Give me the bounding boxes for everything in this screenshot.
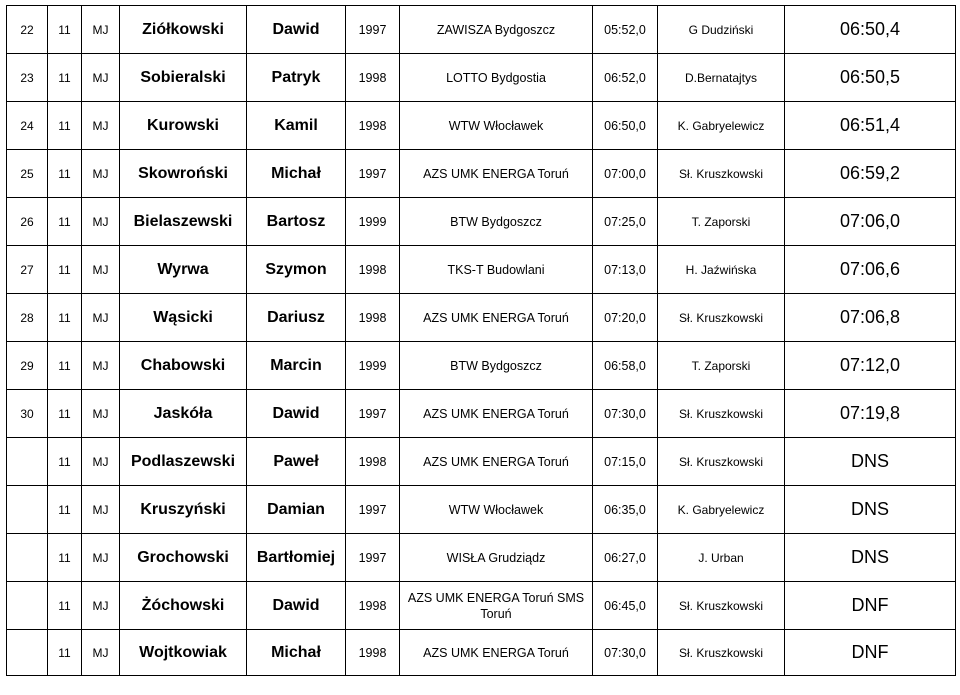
first-name-cell: Bartosz bbox=[247, 198, 346, 246]
category-cell: MJ bbox=[82, 150, 120, 198]
category-cell: MJ bbox=[82, 198, 120, 246]
age-group-cell: 11 bbox=[48, 54, 82, 102]
birth-year-cell: 1997 bbox=[346, 150, 400, 198]
birth-year-cell: 1998 bbox=[346, 438, 400, 486]
category-cell: MJ bbox=[82, 438, 120, 486]
coach-cell: K. Gabryelewicz bbox=[658, 486, 785, 534]
table-row bbox=[7, 294, 956, 342]
age-group-cell: 11 bbox=[48, 6, 82, 54]
seed-time-cell: 05:52,0 bbox=[593, 6, 658, 54]
position-cell bbox=[7, 486, 48, 534]
birth-year-cell: 1997 bbox=[346, 534, 400, 582]
result-time-cell: DNS bbox=[785, 438, 956, 486]
birth-year-cell: 1998 bbox=[346, 582, 400, 630]
age-group-cell: 11 bbox=[48, 150, 82, 198]
seed-time-cell: 07:30,0 bbox=[593, 390, 658, 438]
last-name-cell: Jaskóła bbox=[120, 390, 247, 438]
age-group-cell: 11 bbox=[48, 438, 82, 486]
last-name-cell: Podlaszewski bbox=[120, 438, 247, 486]
last-name-cell: Wąsicki bbox=[120, 294, 247, 342]
category-cell: MJ bbox=[82, 102, 120, 150]
position-cell: 23 bbox=[7, 54, 48, 102]
category-cell: MJ bbox=[82, 6, 120, 54]
last-name-cell: Chabowski bbox=[120, 342, 247, 390]
first-name-cell: Michał bbox=[247, 630, 346, 676]
results-rows bbox=[7, 6, 956, 676]
result-time-cell: 07:06,0 bbox=[785, 198, 956, 246]
club-cell: AZS UMK ENERGA Toruń bbox=[400, 390, 593, 438]
last-name-cell: Grochowski bbox=[120, 534, 247, 582]
position-cell bbox=[7, 630, 48, 676]
coach-cell: K. Gabryelewicz bbox=[658, 102, 785, 150]
table-row bbox=[7, 390, 956, 438]
last-name-cell: Kurowski bbox=[120, 102, 247, 150]
first-name-cell: Patryk bbox=[247, 54, 346, 102]
coach-cell: H. Jaźwińska bbox=[658, 246, 785, 294]
seed-time-cell: 07:13,0 bbox=[593, 246, 658, 294]
coach-cell: Sł. Kruszkowski bbox=[658, 390, 785, 438]
seed-time-cell: 06:52,0 bbox=[593, 54, 658, 102]
club-cell: WTW Włocławek bbox=[400, 486, 593, 534]
result-time-cell: 07:19,8 bbox=[785, 390, 956, 438]
club-cell: BTW Bydgoszcz bbox=[400, 342, 593, 390]
category-cell: MJ bbox=[82, 534, 120, 582]
coach-cell: T. Zaporski bbox=[658, 342, 785, 390]
table-row bbox=[7, 150, 956, 198]
category-cell: MJ bbox=[82, 630, 120, 676]
table-row bbox=[7, 582, 956, 630]
table-row bbox=[7, 534, 956, 582]
category-cell: MJ bbox=[82, 342, 120, 390]
age-group-cell: 11 bbox=[48, 198, 82, 246]
birth-year-cell: 1997 bbox=[346, 390, 400, 438]
club-cell: AZS UMK ENERGA Toruń SMS Toruń bbox=[400, 582, 593, 630]
first-name-cell: Dariusz bbox=[247, 294, 346, 342]
age-group-cell: 11 bbox=[48, 246, 82, 294]
age-group-cell: 11 bbox=[48, 390, 82, 438]
coach-cell: Sł. Kruszkowski bbox=[658, 438, 785, 486]
last-name-cell: Wyrwa bbox=[120, 246, 247, 294]
result-time-cell: DNS bbox=[785, 486, 956, 534]
club-cell: AZS UMK ENERGA Toruń bbox=[400, 294, 593, 342]
table-row bbox=[7, 246, 956, 294]
category-cell: MJ bbox=[82, 486, 120, 534]
seed-time-cell: 06:45,0 bbox=[593, 582, 658, 630]
position-cell bbox=[7, 438, 48, 486]
category-cell: MJ bbox=[82, 582, 120, 630]
position-cell bbox=[7, 534, 48, 582]
table-row bbox=[7, 198, 956, 246]
seed-time-cell: 06:50,0 bbox=[593, 102, 658, 150]
age-group-cell: 11 bbox=[48, 582, 82, 630]
result-time-cell: 07:12,0 bbox=[785, 342, 956, 390]
last-name-cell: Ziółkowski bbox=[120, 6, 247, 54]
seed-time-cell: 07:30,0 bbox=[593, 630, 658, 676]
birth-year-cell: 1998 bbox=[346, 630, 400, 676]
last-name-cell: Bielaszewski bbox=[120, 198, 247, 246]
coach-cell: Sł. Kruszkowski bbox=[658, 294, 785, 342]
category-cell: MJ bbox=[82, 54, 120, 102]
table-row bbox=[7, 102, 956, 150]
coach-cell: G Dudziński bbox=[658, 6, 785, 54]
position-cell: 30 bbox=[7, 390, 48, 438]
seed-time-cell: 06:58,0 bbox=[593, 342, 658, 390]
age-group-cell: 11 bbox=[48, 534, 82, 582]
position-cell: 28 bbox=[7, 294, 48, 342]
result-time-cell: DNF bbox=[785, 630, 956, 676]
birth-year-cell: 1998 bbox=[346, 102, 400, 150]
birth-year-cell: 1999 bbox=[346, 198, 400, 246]
position-cell: 26 bbox=[7, 198, 48, 246]
result-time-cell: 07:06,8 bbox=[785, 294, 956, 342]
first-name-cell: Szymon bbox=[247, 246, 346, 294]
club-cell: ZAWISZA Bydgoszcz bbox=[400, 6, 593, 54]
club-cell: WISŁA Grudziądz bbox=[400, 534, 593, 582]
table-row bbox=[7, 438, 956, 486]
result-time-cell: DNS bbox=[785, 534, 956, 582]
seed-time-cell: 07:20,0 bbox=[593, 294, 658, 342]
table-row bbox=[7, 342, 956, 390]
birth-year-cell: 1997 bbox=[346, 486, 400, 534]
result-time-cell: 06:51,4 bbox=[785, 102, 956, 150]
seed-time-cell: 07:00,0 bbox=[593, 150, 658, 198]
table-row bbox=[7, 54, 956, 102]
result-time-cell: 06:59,2 bbox=[785, 150, 956, 198]
coach-cell: Sł. Kruszkowski bbox=[658, 630, 785, 676]
club-cell: AZS UMK ENERGA Toruń bbox=[400, 630, 593, 676]
seed-time-cell: 07:25,0 bbox=[593, 198, 658, 246]
age-group-cell: 11 bbox=[48, 630, 82, 676]
coach-cell: Sł. Kruszkowski bbox=[658, 582, 785, 630]
club-cell: AZS UMK ENERGA Toruń bbox=[400, 150, 593, 198]
birth-year-cell: 1998 bbox=[346, 246, 400, 294]
position-cell: 25 bbox=[7, 150, 48, 198]
club-cell: LOTTO Bydgostia bbox=[400, 54, 593, 102]
seed-time-cell: 06:35,0 bbox=[593, 486, 658, 534]
club-cell: WTW Włocławek bbox=[400, 102, 593, 150]
position-cell bbox=[7, 582, 48, 630]
seed-time-cell: 07:15,0 bbox=[593, 438, 658, 486]
first-name-cell: Paweł bbox=[247, 438, 346, 486]
first-name-cell: Marcin bbox=[247, 342, 346, 390]
table-row bbox=[7, 486, 956, 534]
club-cell: AZS UMK ENERGA Toruń bbox=[400, 438, 593, 486]
birth-year-cell: 1999 bbox=[346, 342, 400, 390]
result-time-cell: 06:50,5 bbox=[785, 54, 956, 102]
result-time-cell: 06:50,4 bbox=[785, 6, 956, 54]
age-group-cell: 11 bbox=[48, 342, 82, 390]
position-cell: 27 bbox=[7, 246, 48, 294]
first-name-cell: Dawid bbox=[247, 582, 346, 630]
age-group-cell: 11 bbox=[48, 294, 82, 342]
coach-cell: D.Bernatajtys bbox=[658, 54, 785, 102]
category-cell: MJ bbox=[82, 390, 120, 438]
first-name-cell: Bartłomiej bbox=[247, 534, 346, 582]
club-cell: BTW Bydgoszcz bbox=[400, 198, 593, 246]
table-row bbox=[7, 630, 956, 676]
first-name-cell: Michał bbox=[247, 150, 346, 198]
last-name-cell: Kruszyński bbox=[120, 486, 247, 534]
coach-cell: Sł. Kruszkowski bbox=[658, 150, 785, 198]
position-cell: 24 bbox=[7, 102, 48, 150]
age-group-cell: 11 bbox=[48, 486, 82, 534]
birth-year-cell: 1997 bbox=[346, 6, 400, 54]
last-name-cell: Wojtkowiak bbox=[120, 630, 247, 676]
position-cell: 29 bbox=[7, 342, 48, 390]
first-name-cell: Damian bbox=[247, 486, 346, 534]
first-name-cell: Dawid bbox=[247, 390, 346, 438]
last-name-cell: Sobieralski bbox=[120, 54, 247, 102]
table-row bbox=[7, 6, 956, 54]
result-time-cell: DNF bbox=[785, 582, 956, 630]
category-cell: MJ bbox=[82, 246, 120, 294]
club-cell: TKS-T Budowlani bbox=[400, 246, 593, 294]
seed-time-cell: 06:27,0 bbox=[593, 534, 658, 582]
results-table bbox=[6, 5, 956, 676]
coach-cell: T. Zaporski bbox=[658, 198, 785, 246]
coach-cell: J. Urban bbox=[658, 534, 785, 582]
birth-year-cell: 1998 bbox=[346, 54, 400, 102]
category-cell: MJ bbox=[82, 294, 120, 342]
first-name-cell: Kamil bbox=[247, 102, 346, 150]
first-name-cell: Dawid bbox=[247, 6, 346, 54]
last-name-cell: Żóchowski bbox=[120, 582, 247, 630]
age-group-cell: 11 bbox=[48, 102, 82, 150]
last-name-cell: Skowroński bbox=[120, 150, 247, 198]
result-time-cell: 07:06,6 bbox=[785, 246, 956, 294]
position-cell: 22 bbox=[7, 6, 48, 54]
birth-year-cell: 1998 bbox=[346, 294, 400, 342]
